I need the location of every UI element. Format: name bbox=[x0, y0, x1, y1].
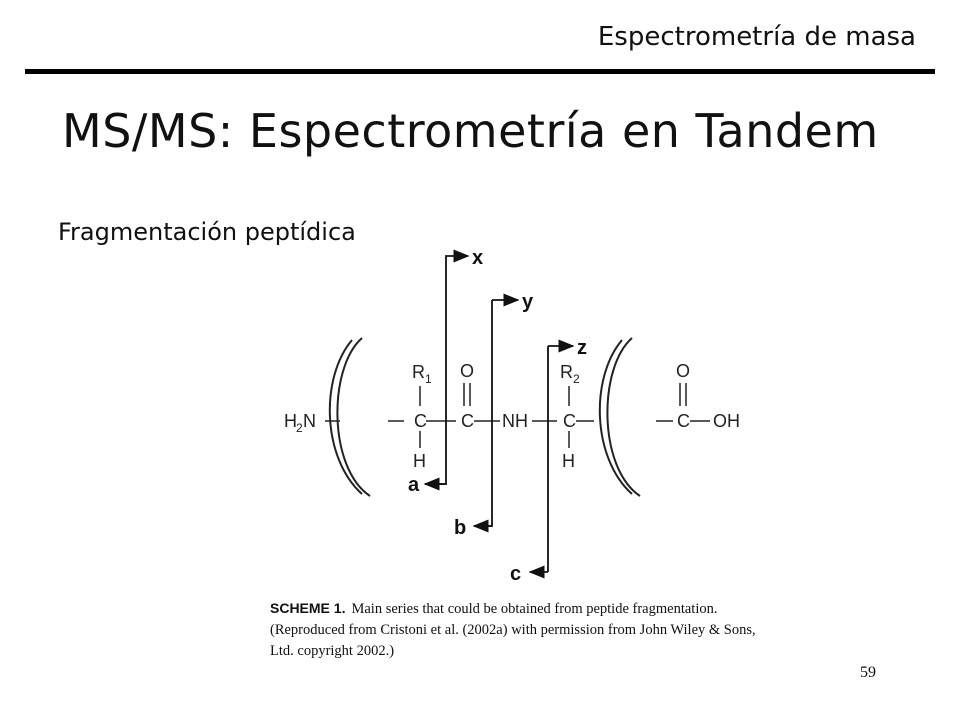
ion-label-a: a bbox=[408, 474, 420, 496]
amide-nh: NH bbox=[502, 411, 528, 431]
alpha-hydrogen-2: H bbox=[562, 451, 575, 471]
ion-label-b: b bbox=[454, 517, 467, 539]
side-chain-r1: R bbox=[412, 362, 425, 382]
ion-label-x: x bbox=[472, 247, 484, 269]
section-title: Espectrometría de masa bbox=[597, 22, 916, 52]
nterm-n: N bbox=[303, 411, 316, 431]
nterm-subscript: 2 bbox=[296, 421, 303, 435]
carbonyl-oxygen-1: O bbox=[460, 361, 475, 381]
caption-text: Main series that could be obtained from peptide fragmentation. (Reproduced from Cristoni et al. (2002a) with permission from John Wiley & Sons, Ltd. copyright 2002.) bbox=[270, 601, 756, 659]
peptide-fragmentation-scheme bbox=[270, 238, 790, 588]
carboxyl-oh: OH bbox=[713, 411, 740, 431]
side-chain-r2-subscript: 2 bbox=[573, 372, 580, 386]
nterm-h: H bbox=[284, 411, 297, 431]
side-chain-r2: R bbox=[560, 362, 573, 382]
ion-label-z: z bbox=[577, 337, 587, 359]
ion-label-y: y bbox=[522, 291, 534, 313]
slide-subtitle: Fragmentación peptídica bbox=[58, 218, 356, 246]
ion-label-c: c bbox=[510, 563, 522, 585]
right-bracket-outer bbox=[607, 338, 640, 496]
caption-label: SCHEME 1. bbox=[270, 600, 346, 616]
header-divider bbox=[25, 69, 935, 74]
side-chain-r1-subscript: 1 bbox=[425, 372, 432, 386]
alpha-hydrogen-1: H bbox=[413, 451, 426, 471]
carboxyl-oxygen: O bbox=[676, 361, 691, 381]
page-number: 59 bbox=[860, 664, 876, 681]
left-bracket-outer bbox=[337, 338, 370, 496]
y-b-cleavage-line bbox=[482, 300, 492, 526]
slide-title: MS/MS: Espectrometría en Tandem bbox=[62, 104, 879, 158]
carboxyl-carbon: C bbox=[677, 411, 690, 431]
scheme-caption bbox=[270, 598, 770, 662]
carbonyl-carbon-1: C bbox=[461, 411, 474, 431]
alpha-carbon-2: C bbox=[563, 411, 576, 431]
alpha-carbon-1: C bbox=[414, 411, 427, 431]
